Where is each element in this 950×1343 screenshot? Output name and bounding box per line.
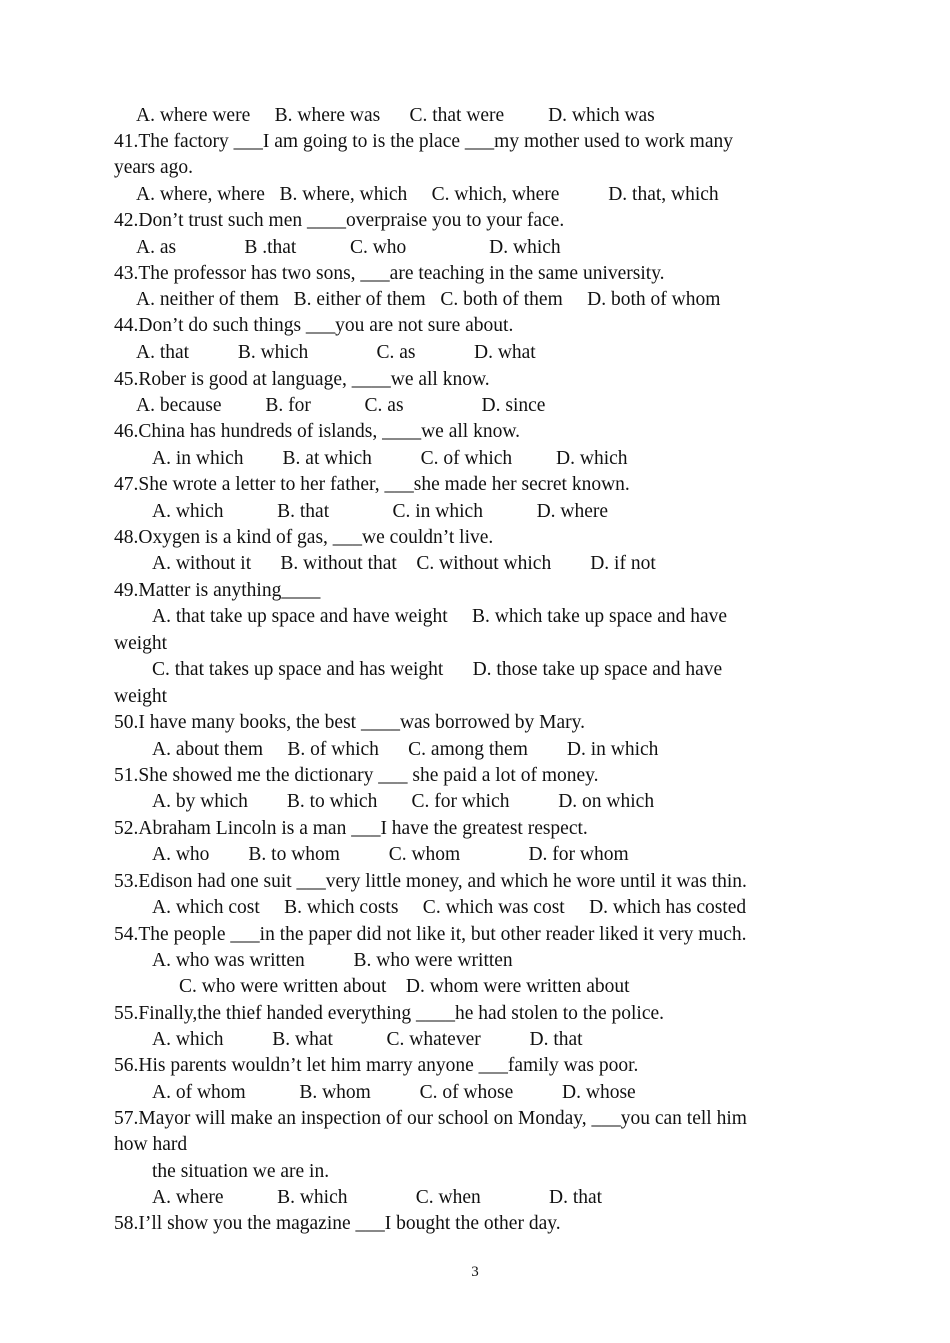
question-line: how hard — [114, 1134, 188, 1155]
option-line: A. by which B. to which C. for which D. on which — [152, 791, 655, 812]
option-line: A. in which B. at which C. of which D. which — [152, 448, 628, 469]
option-line: A. neither of them B. either of them C. both of them D. both of whom — [136, 289, 721, 310]
question-line: 52.Abraham Lincoln is a man ___I have the greatest respect. — [114, 818, 588, 839]
option-line: A. that take up space and have weight B. which take up space and have — [152, 606, 728, 627]
option-line: A. where B. which C. when D. that — [152, 1187, 603, 1208]
option-line: A. of whom B. whom C. of whose D. whose — [152, 1082, 636, 1103]
question-line: 54.The people ___in the paper did not like it, but other reader liked it very much. — [114, 924, 747, 945]
option-line: A. because B. for C. as D. since — [136, 395, 546, 416]
option-line: A. which cost B. which costs C. which was cost D. which has costed — [152, 897, 747, 918]
question-line: 43.The professor has two sons, ___are teaching in the same university. — [114, 263, 665, 284]
question-line: 57.Mayor will make an inspection of our school on Monday, ___you can tell him — [114, 1108, 747, 1129]
question-line: 50.I have many books, the best ____was borrowed by Mary. — [114, 712, 585, 733]
option-line: A. as B .that C. who D. which — [136, 237, 561, 258]
option-line: weight — [114, 633, 168, 654]
option-line: A. about them B. of which C. among them D. in which — [152, 739, 659, 760]
question-line: 56.His parents wouldn’t let him marry anyone ___family was poor. — [114, 1055, 639, 1076]
question-line: 46.China has hundreds of islands, ____we all know. — [114, 421, 521, 442]
option-line: A. which B. what C. whatever D. that — [152, 1029, 583, 1050]
option-line: A. which B. that C. in which D. where — [152, 501, 609, 522]
option-line: A. who B. to whom C. whom D. for whom — [152, 844, 629, 865]
question-line: 58.I’ll show you the magazine ___I bought the other day. — [114, 1213, 561, 1234]
page-number: 3 — [471, 1264, 479, 1280]
option-line: A. where, where B. where, which C. which, where D. that, which — [136, 184, 719, 205]
question-line: 44.Don’t do such things ___you are not sure about. — [114, 315, 514, 336]
question-line: 48.Oxygen is a kind of gas, ___we couldn’t live. — [114, 527, 494, 548]
question-line: 49.Matter is anything____ — [114, 580, 321, 601]
option-line: C. who were written about D. whom were written about — [179, 976, 630, 997]
question-line: 41.The factory ___I am going to is the place ___my mother used to work many — [114, 131, 733, 152]
question-line: 53.Edison had one suit ___very little money, and which he wore until it was thin. — [114, 871, 747, 892]
question-line: 55.Finally,the thief handed everything ____he had stolen to the police. — [114, 1003, 665, 1024]
option-line: A. who was written B. who were written — [152, 950, 513, 971]
question-line: 45.Rober is good at language, ____we all know. — [114, 369, 490, 390]
question-line: 51.She showed me the dictionary ___ she paid a lot of money. — [114, 765, 599, 786]
option-line: C. that takes up space and has weight D. those take up space and have — [152, 659, 723, 680]
question-line: 42.Don’t trust such men ____overpraise you to your face. — [114, 210, 565, 231]
question-line: 47.She wrote a letter to her father, ___she made her secret known. — [114, 474, 630, 495]
option-line: A. without it B. without that C. without which D. if not — [152, 553, 656, 574]
question-line: years ago. — [114, 157, 194, 178]
option-line: A. where were B. where was C. that were D. which was — [136, 105, 655, 126]
option-line: A. that B. which C. as D. what — [136, 342, 536, 363]
option-line: weight — [114, 686, 168, 707]
question-line: the situation we are in. — [152, 1161, 330, 1182]
